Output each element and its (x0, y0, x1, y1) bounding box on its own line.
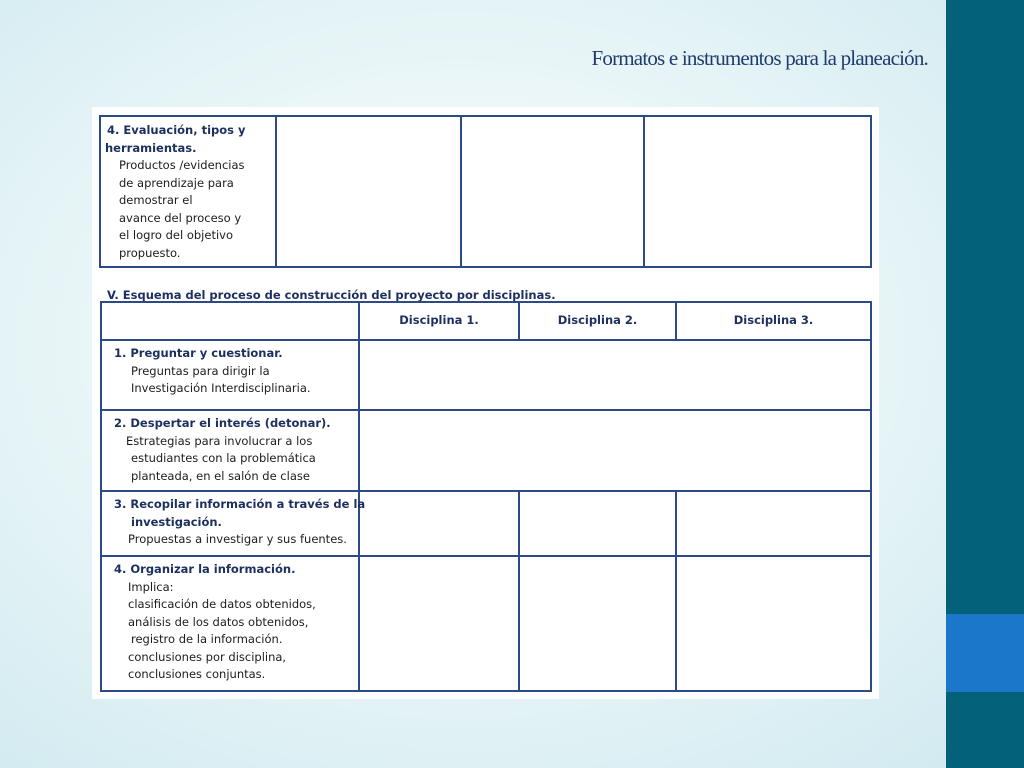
disciplines-table (100, 301, 872, 692)
evaluation-body-line-4: avance del proceso y (119, 210, 242, 225)
document-image (92, 107, 879, 699)
row-4-body-line-5: conclusiones por disciplina, (128, 649, 287, 664)
evaluation-cell-1 (276, 116, 461, 267)
row-4-body-line-4: registro de la información. (131, 632, 283, 646)
evaluation-body-line-3: demostrar el (119, 193, 193, 207)
row-1-heading: 1. Preguntar y cuestionar. (114, 346, 283, 360)
section-v-title: V. Esquema del proceso de construcción del proyecto por disciplinas. (107, 288, 556, 302)
row-2-heading: 2. Despertar el interés (detonar). (114, 416, 331, 430)
column-header-disciplina-3: Disciplina 3. (676, 302, 871, 340)
header-empty-cell (101, 302, 359, 340)
row-3-heading-line-1: 3. Recopilar información a través de la (114, 497, 366, 511)
table-row (101, 491, 871, 556)
evaluation-table (99, 115, 872, 268)
row-label-cell (101, 556, 359, 691)
evaluation-label-cell (100, 116, 276, 267)
table-row (101, 340, 871, 410)
evaluation-heading-line-1: 4. Evaluación, tipos y (107, 123, 246, 137)
table-row (101, 410, 871, 491)
row-4-heading: 4. Organizar la información. (114, 562, 296, 576)
column-header-disciplina-2: Disciplina 2. (519, 302, 676, 340)
side-accent-block (946, 614, 1024, 692)
row-4-body-line-3: análisis de los datos obtenidos, (128, 614, 309, 629)
row-4-body-line-1: Implica: (128, 579, 174, 594)
row-1-body-line-1: Preguntas para dirigir la (131, 363, 270, 378)
row-1-merged-cell (359, 340, 871, 410)
row-4-cell-3 (676, 556, 871, 691)
evaluation-cell-3 (644, 116, 871, 267)
evaluation-body-line-1: Productos /evidencias (119, 158, 245, 172)
column-header-disciplina-1: Disciplina 1. (359, 302, 519, 340)
row-2-body-line-2: estudiantes con la problemática (131, 451, 316, 465)
row-2-body-line-3: planteada, en el salón de clase (131, 468, 310, 483)
row-label-cell (101, 340, 359, 410)
evaluation-cell-2 (461, 116, 644, 267)
table-row (101, 556, 871, 691)
row-1-body-line-2: Investigación Interdisciplinaria. (131, 381, 311, 395)
row-4-cell-1 (359, 556, 519, 691)
row-4-body-line-2: clasificación de datos obtenidos, (128, 597, 316, 611)
evaluation-body-line-2: de aprendizaje para (119, 175, 234, 190)
row-label-cell (101, 491, 366, 556)
row-2-merged-cell (359, 410, 871, 491)
row-4-cell-2 (519, 556, 676, 691)
evaluation-body-line-5: el logro del objetivo (119, 228, 234, 242)
row-3-cell-1 (359, 491, 519, 556)
row-2-body-line-1: Estrategias para involucrar a los (126, 433, 313, 448)
row-label-cell (101, 410, 359, 491)
row-3-cell-3 (676, 491, 871, 556)
evaluation-heading-line-2: herramientas. (105, 140, 197, 155)
row-3-body-line-1: Propuestas a investigar y sus fuentes. (128, 532, 347, 546)
evaluation-body-line-6: propuesto. (119, 245, 181, 260)
row-3-cell-2 (519, 491, 676, 556)
row-3-heading-line-2: investigación. (131, 514, 222, 529)
row-4-body-line-6: conclusiones conjuntas. (128, 667, 266, 681)
slide-title: Formatos e instrumentos para la planeación. (591, 46, 928, 70)
